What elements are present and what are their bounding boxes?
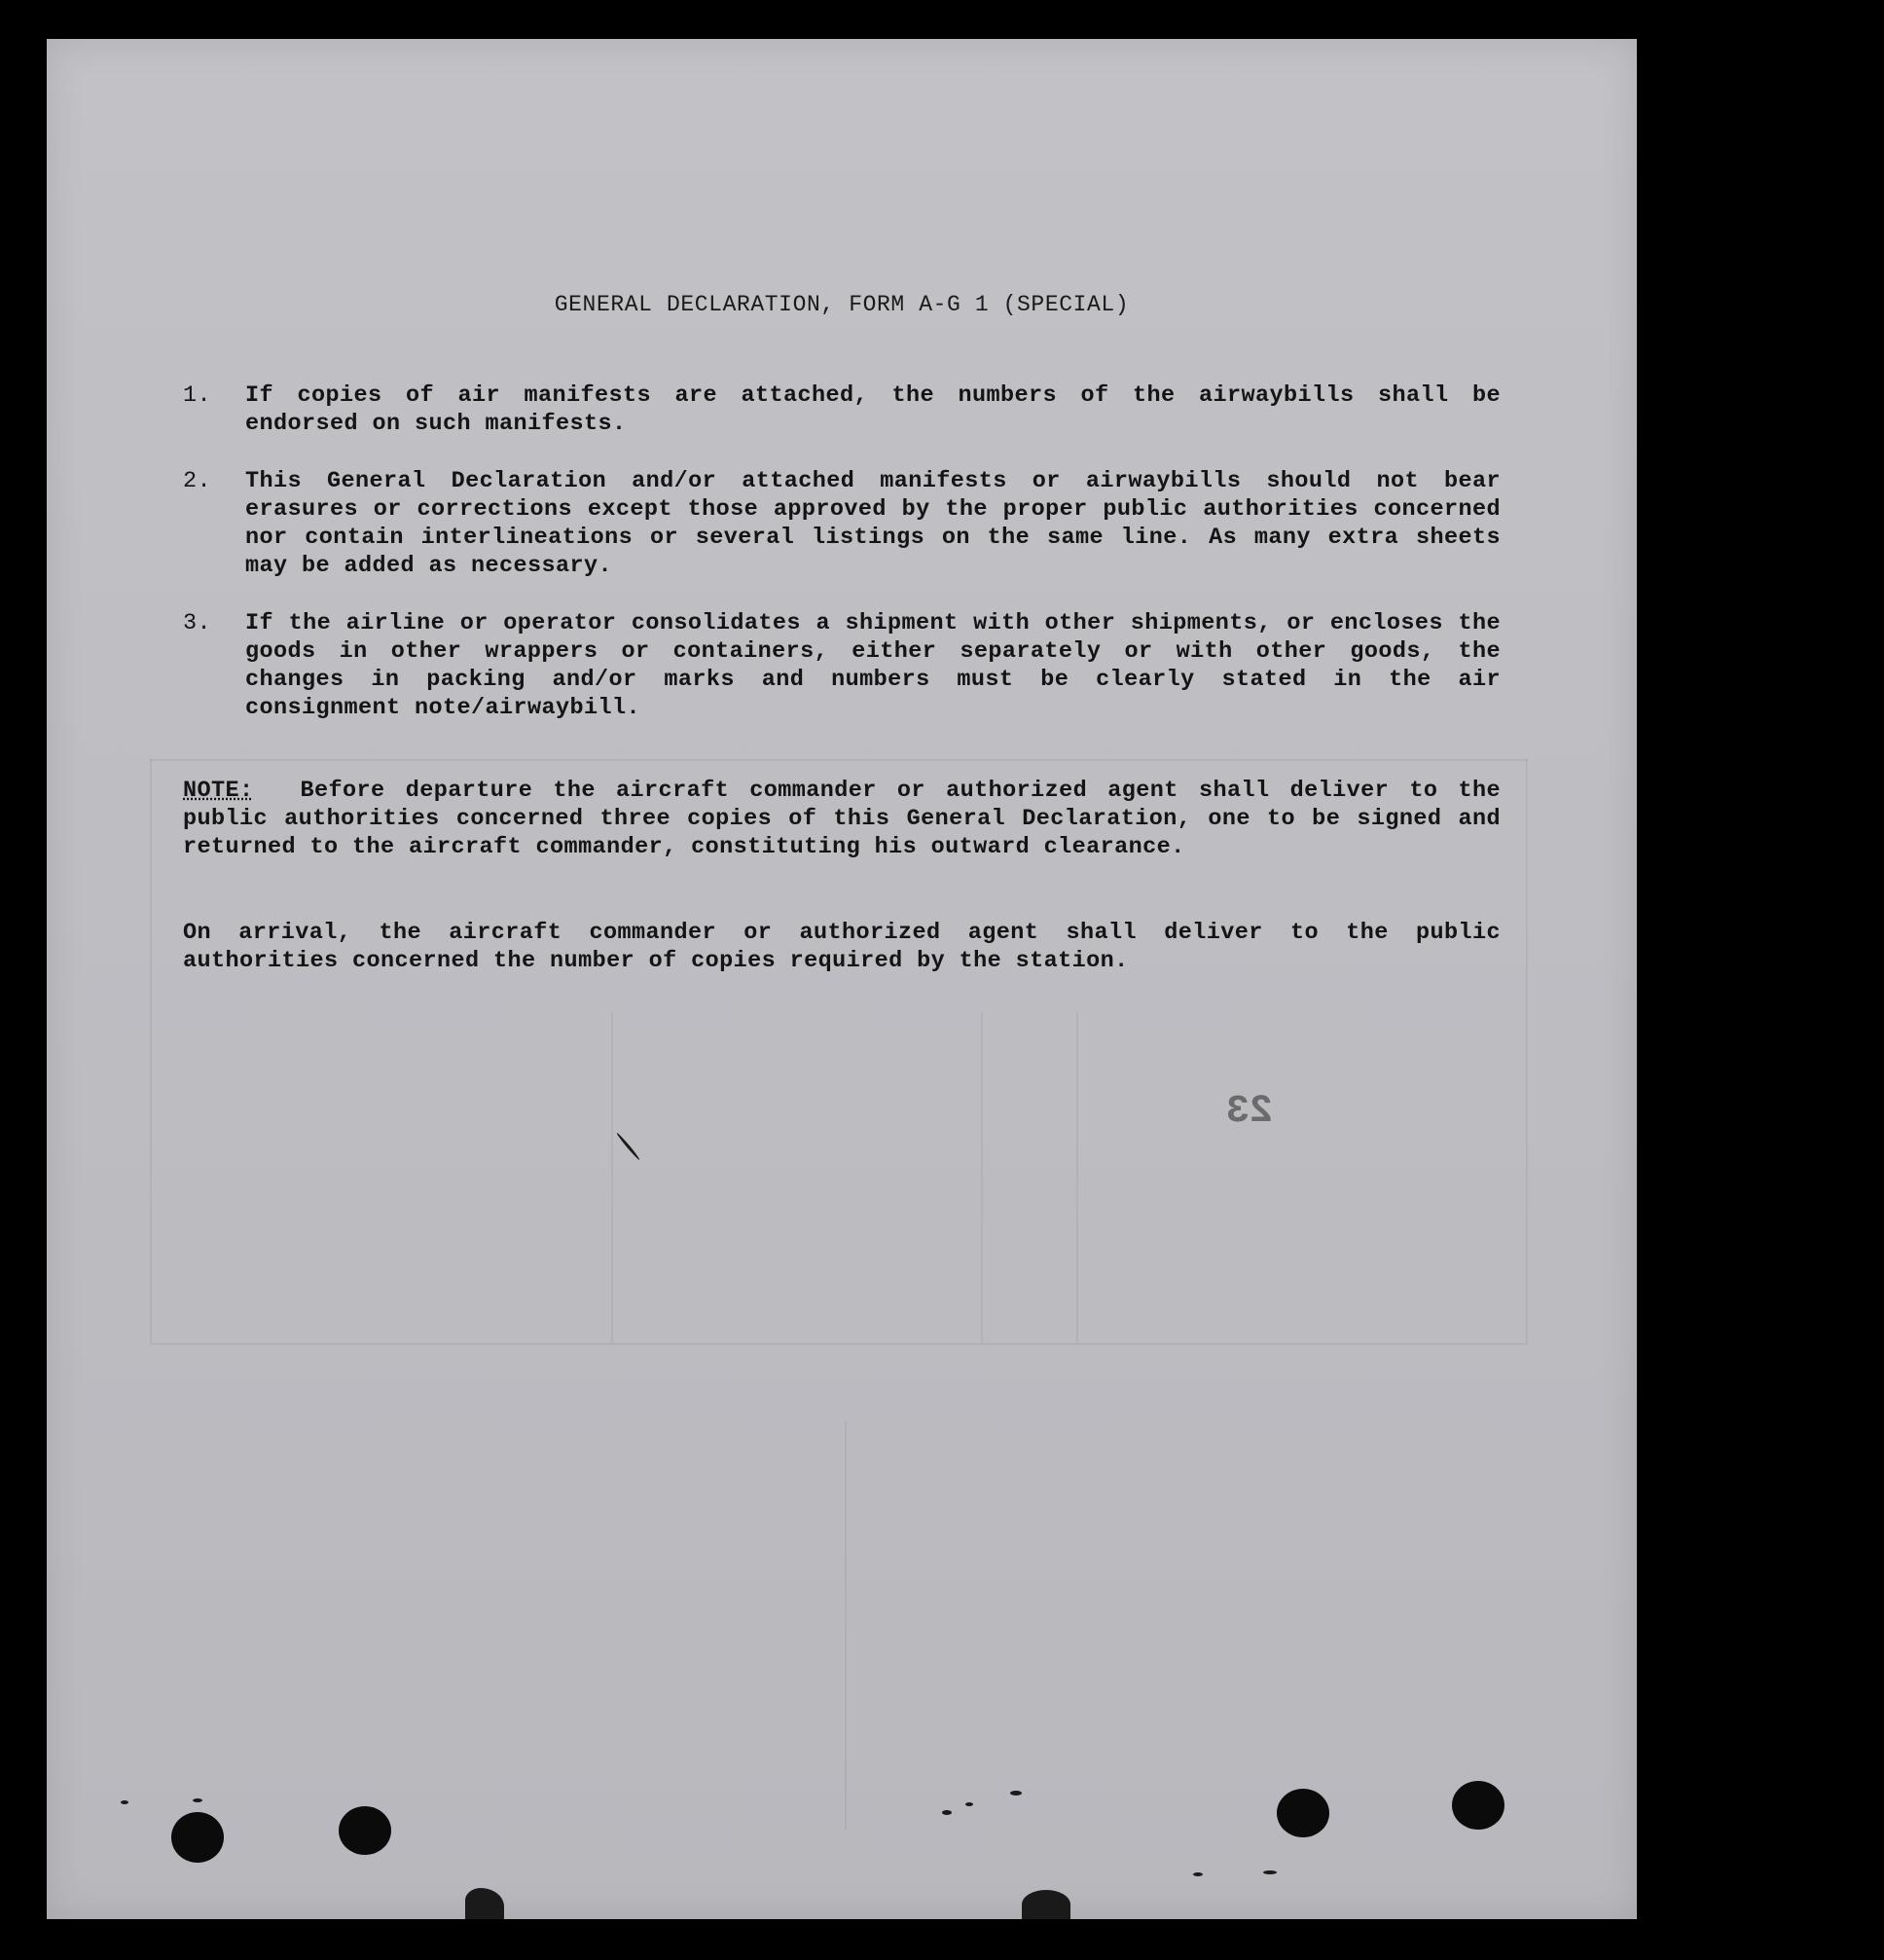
- ink-speck: [1193, 1872, 1203, 1876]
- ink-speck: [465, 1888, 504, 1919]
- document-title: GENERAL DECLARATION, FORM A-G 1 (SPECIAL): [554, 292, 1130, 317]
- note-text: Before departure the aircraft commander or authorized agent shall deliver to the public authorities concerned three copies of this General Declaration, one to be signed and returned to the aircraft commander, constituting his outward clearance.: [183, 778, 1501, 860]
- note-paragraph: [183, 777, 1501, 861]
- bleed-through-frame: [845, 1421, 847, 1830]
- bleed-through-frame: [1076, 1012, 1078, 1343]
- binder-hole: [1452, 1781, 1504, 1830]
- ink-speck: [1263, 1870, 1277, 1874]
- item-number: 3.: [183, 610, 212, 636]
- ink-speck: [1022, 1890, 1070, 1919]
- bleed-through-frame: [150, 759, 1528, 761]
- arrival-paragraph: On arrival, the aircraft commander or authorized agent shall deliver to the public authorities concerned the number of copies required by the station.: [183, 920, 1501, 974]
- ink-speck: [121, 1800, 128, 1804]
- note-label: NOTE:: [183, 778, 254, 804]
- item-text: If the airline or operator consolidates a shipment with other shipments, or encloses the goods in other wrappers or containers, either separately or with other goods, the changes in packing and/or marks and numbers must be clearly stated in the air consignment note/airwaybill.: [245, 610, 1501, 721]
- bleed-through-frame: [981, 1012, 983, 1343]
- ink-speck: [193, 1798, 202, 1802]
- item-text: If copies of air manifests are attached, the numbers of the airwaybills shall be endorsed on such manifests.: [245, 382, 1501, 437]
- ink-speck: [942, 1810, 952, 1815]
- binder-hole: [1277, 1789, 1329, 1837]
- binder-hole: [339, 1806, 391, 1855]
- item-number: 1.: [183, 382, 212, 409]
- item-text: This General Declaration and/or attached manifests or airwaybills should not bear erasures or corrections except those approved by the proper public authorities concerned nor contain interlineations or several listings on the same line. As many extra sheets may be added as necessary.: [245, 468, 1501, 579]
- bleed-through-frame: [1526, 759, 1528, 1343]
- stamp-number: 23: [1226, 1090, 1274, 1134]
- bleed-through-frame: [150, 1343, 1528, 1345]
- document-page: [47, 39, 1637, 1919]
- ink-speck: [616, 1132, 640, 1161]
- binder-hole: [171, 1812, 224, 1863]
- bleed-through-frame: [611, 1012, 613, 1343]
- bleed-through-frame: [150, 759, 152, 1343]
- ink-speck: [965, 1802, 973, 1806]
- item-number: 2.: [183, 468, 212, 494]
- ink-speck: [1010, 1791, 1022, 1796]
